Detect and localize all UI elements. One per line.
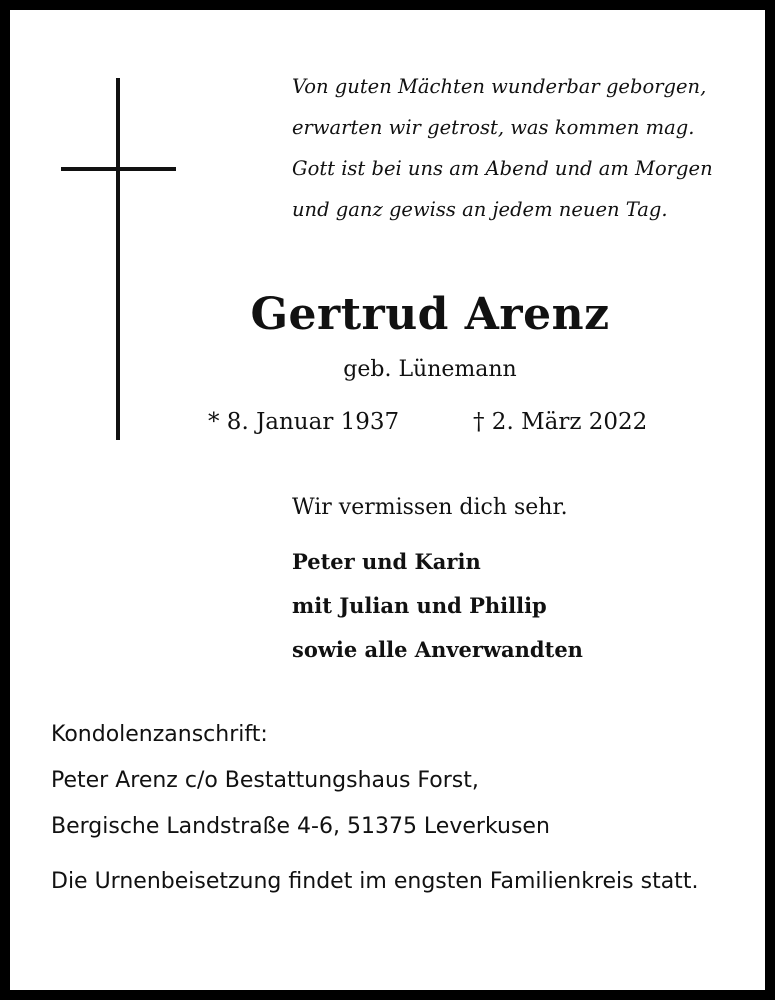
- farewell-message: Wir vermissen dich sehr.: [292, 495, 568, 520]
- mourners-list: [292, 540, 583, 672]
- burial-notice: Die Urnenbeisetzung findet im engsten Familienkreis statt.: [51, 869, 699, 894]
- poem-line: Von guten Mächten wunderbar geborgen,: [292, 75, 707, 98]
- condolence-heading: Kondolenzanschrift:: [51, 722, 268, 747]
- cross-icon-horizontal: [61, 167, 176, 171]
- mourner-line: sowie alle Anverwandten: [292, 637, 583, 662]
- deceased-name: Gertrud Arenz: [250, 289, 610, 340]
- condolence-address: [51, 712, 731, 850]
- mourner-line: mit Julian und Phillip: [292, 593, 547, 618]
- mourner-line: Peter und Karin: [292, 549, 481, 574]
- life-dates: [208, 404, 668, 440]
- death-date: † 2. März 2022: [473, 409, 648, 435]
- birth-date: * 8. Januar 1937: [208, 409, 400, 435]
- condolence-line: Bergische Landstraße 4-6, 51375 Leverkusen: [51, 814, 550, 839]
- maiden-name: geb. Lünemann: [343, 357, 517, 382]
- poem-line: Gott ist bei uns am Abend und am Morgen: [292, 157, 713, 180]
- poem-line: erwarten wir getrost, was kommen mag.: [292, 116, 695, 139]
- poem: [292, 66, 752, 230]
- poem-line: und ganz gewiss an jedem neuen Tag.: [292, 198, 668, 221]
- condolence-line: Peter Arenz c/o Bestattungshaus Forst,: [51, 768, 479, 793]
